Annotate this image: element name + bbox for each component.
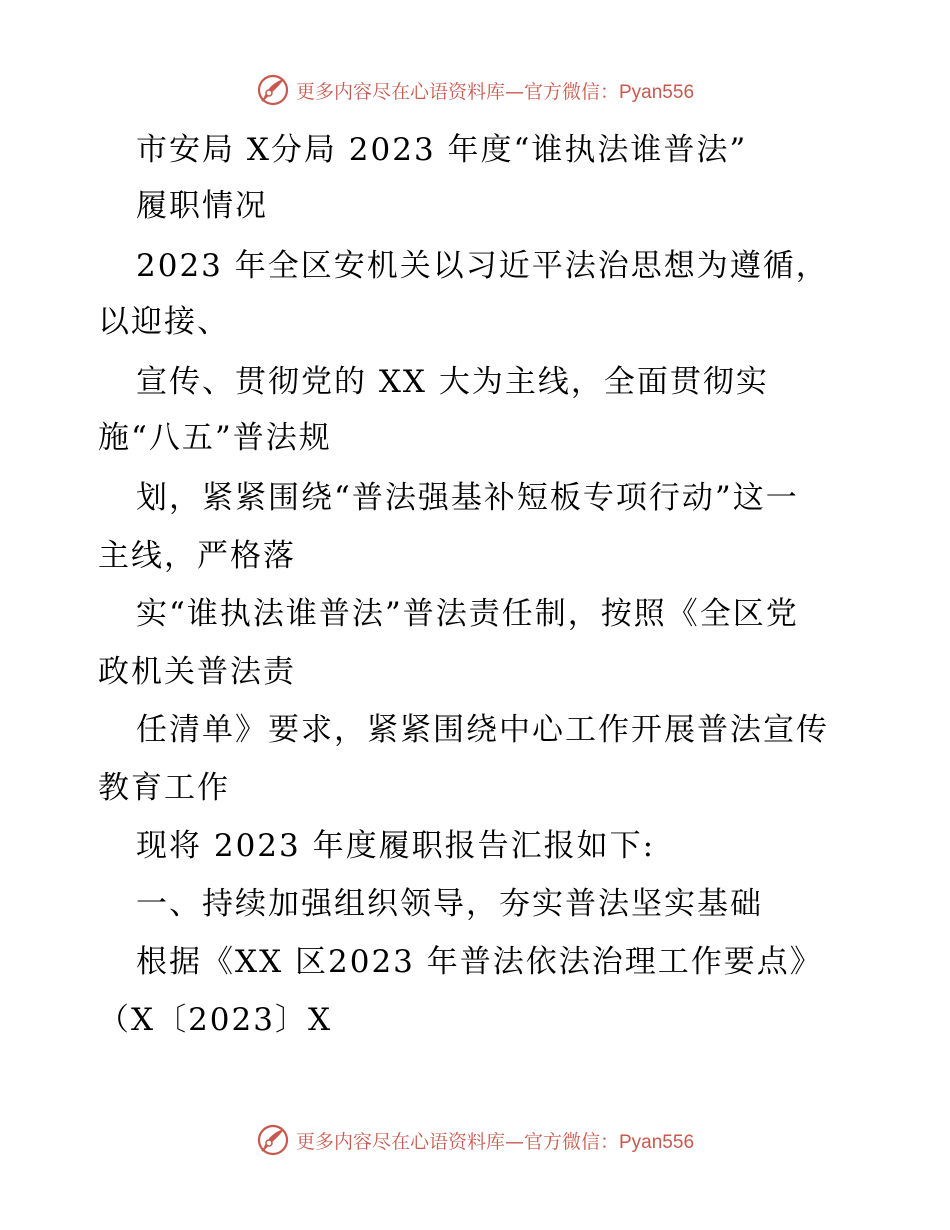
paragraph-line: 划，紧紧围绕“普法强基补短板专项行动”这一	[136, 480, 799, 516]
footer-watermark	[0, 1120, 950, 1160]
paragraph-line: 任清单》要求，紧紧围绕中心工作开展普法宣传	[136, 712, 829, 748]
quill-logo-icon	[256, 1123, 290, 1157]
watermark-group	[256, 73, 694, 107]
header-watermark	[0, 70, 950, 110]
section-heading: 一、持续加强组织领导，夯实普法坚实基础	[136, 886, 763, 922]
watermark-text: 更多内容尽在心语资料库—官方微信：Pyan556	[295, 1130, 695, 1153]
paragraph-line: 教育工作	[98, 770, 230, 806]
paragraph-line: 现将 2023 年度履职报告汇报如下:	[136, 828, 656, 864]
paragraph-line: 根据《XX 区2023 年普法依法治理工作要点》	[136, 944, 823, 980]
paragraph-line: 宣传、贯彻党的 XX 大为主线，全面贯彻实	[136, 364, 769, 400]
paragraph-line: （X〔2023〕X	[98, 1002, 333, 1038]
paragraph-line: 施“八五”普法规	[98, 420, 332, 456]
watermark-text: 更多内容尽在心语资料库—官方微信：Pyan556	[295, 80, 695, 103]
paragraph-line: 2023 年全区安机关以习近平法治思想为遵循，	[136, 248, 829, 284]
paragraph-line: 政机关普法责	[98, 654, 296, 690]
paragraph-line: 以迎接、	[98, 304, 230, 340]
quill-logo-icon	[256, 73, 290, 107]
paragraph-line: 主线，严格落	[98, 538, 296, 574]
paragraph-line: 实“谁执法谁普法”普法责任制，按照《全区党	[136, 596, 799, 632]
doc-title-line-1: 市安局 X分局 2023 年度“谁执法谁普法”	[136, 132, 748, 168]
watermark-group	[256, 1123, 694, 1157]
doc-title-line-2: 履职情况	[136, 188, 268, 224]
